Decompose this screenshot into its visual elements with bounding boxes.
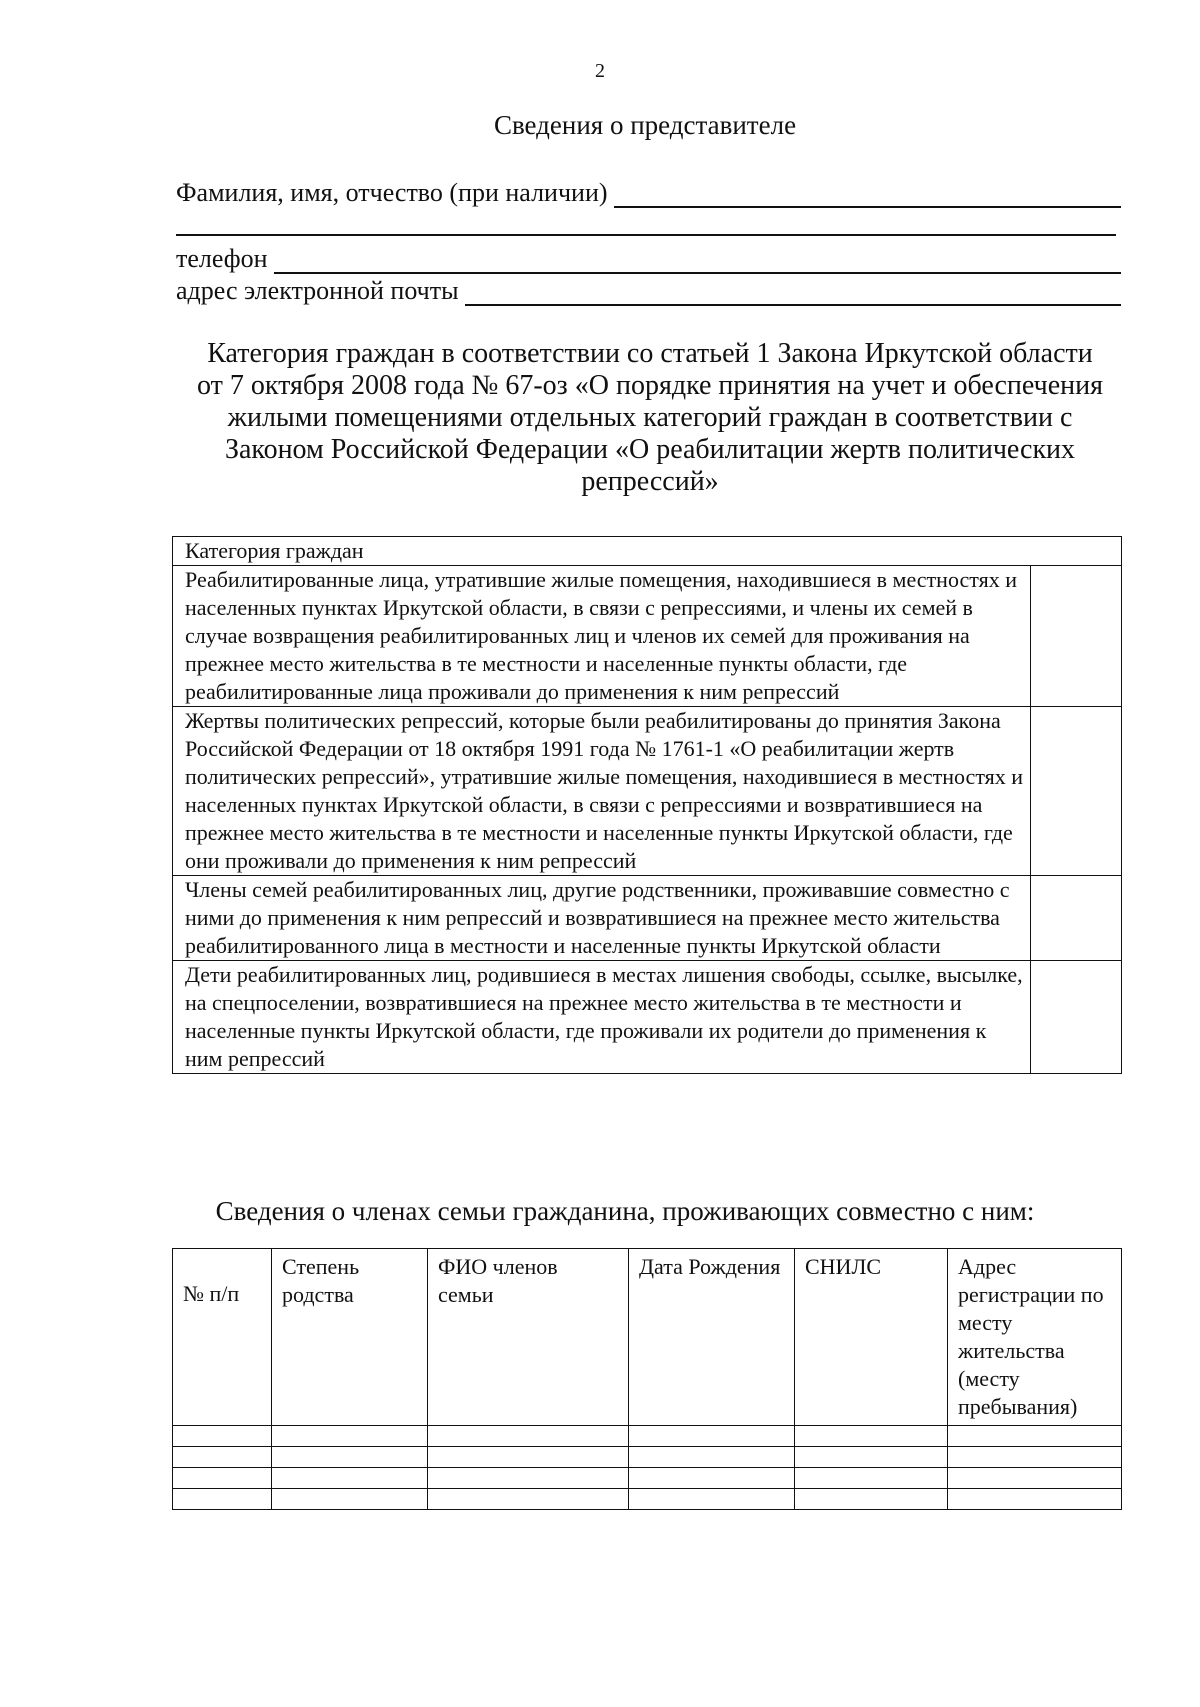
page-number: 2 xyxy=(595,60,605,82)
cell[interactable] xyxy=(428,1468,629,1489)
full-name-row xyxy=(176,178,1121,208)
family-title: Сведения о членах семьи гражданина, проживающих совместно с ним: xyxy=(215,1196,1035,1226)
cell[interactable] xyxy=(428,1489,629,1510)
category-row xyxy=(173,876,1122,961)
cell[interactable] xyxy=(272,1426,428,1447)
family-row xyxy=(173,1489,1122,1510)
cell[interactable] xyxy=(629,1426,795,1447)
law-heading-line: от 7 октября 2008 года № 67-оз «О порядке принятия на учет и обеспечения xyxy=(197,370,1103,401)
family-row xyxy=(173,1468,1122,1489)
category-table xyxy=(172,536,1122,1074)
law-heading-line: Категория граждан в соответствии со статьей 1 Закона Иркутской области xyxy=(207,338,1093,369)
family-row xyxy=(173,1426,1122,1447)
cell[interactable] xyxy=(173,1426,272,1447)
column-header-number: № п/п xyxy=(173,1249,272,1426)
phone-row xyxy=(176,244,1121,274)
cell[interactable] xyxy=(629,1447,795,1468)
category-text: Реабилитированные лица, утратившие жилые помещения, находившиеся в местностях и населенных пунктах Иркутской области, в связи с репрессиями, и члены их семей в случае возвращения реабилитированных лиц и членов их семей для проживания на прежнее место жительства в те местности и населенные пункты области, где реабилитированные лица проживали до применения к ним репрессий xyxy=(173,566,1031,707)
phone-field[interactable] xyxy=(274,246,1122,274)
cell[interactable] xyxy=(173,1489,272,1510)
category-text: Дети реабилитированных лиц, родившиеся в местах лишения свободы, ссылке, высылке, на спецпоселении, возвратившиеся на прежнее место жительства в те местности и населенные пункты Иркутской области, где проживали их родители до применения к ним репрессий xyxy=(173,961,1031,1074)
column-header-birthdate: Дата Рождения xyxy=(629,1249,795,1426)
cell[interactable] xyxy=(795,1468,948,1489)
law-heading-line: Законом Российской Федерации «О реабилитации жертв политических xyxy=(224,434,1076,465)
cell[interactable] xyxy=(272,1468,428,1489)
category-checkbox[interactable] xyxy=(1031,876,1122,961)
category-row xyxy=(173,707,1122,876)
law-heading-line: репрессий» xyxy=(581,466,719,497)
category-checkbox[interactable] xyxy=(1031,707,1122,876)
cell[interactable] xyxy=(272,1489,428,1510)
full-name-field[interactable] xyxy=(614,180,1121,208)
representative-title: Сведения о представителе xyxy=(493,110,797,140)
cell[interactable] xyxy=(948,1489,1122,1510)
cell[interactable] xyxy=(629,1489,795,1510)
column-header-snils: СНИЛС xyxy=(795,1249,948,1426)
category-header-row xyxy=(173,537,1122,566)
cell[interactable] xyxy=(428,1426,629,1447)
column-header-address: Адрес регистрации по месту жительства (месту пребывания) xyxy=(948,1249,1122,1426)
column-header-name: ФИО членов семьи xyxy=(428,1249,629,1426)
category-row xyxy=(173,566,1122,707)
category-text: Члены семей реабилитированных лиц, другие родственники, проживавшие совместно с ними до применения к ним репрессий и возвратившиеся на прежнее место жительства реабилитированного лица в местности и населенные пункты Иркутской области xyxy=(173,876,1031,961)
cell[interactable] xyxy=(948,1468,1122,1489)
cell[interactable] xyxy=(795,1426,948,1447)
column-header-relation: Степень родства xyxy=(272,1249,428,1426)
full-name-continuation-line[interactable] xyxy=(176,234,1116,236)
family-row xyxy=(173,1447,1122,1468)
cell[interactable] xyxy=(795,1447,948,1468)
category-text: Жертвы политических репрессий, которые были реабилитированы до принятия Закона Российской Федерации от 18 октября 1991 года № 1761-1 «О реабилитации жертв политических репрессий», утратившие жилые помещения, находившиеся в местностях и населенных пунктах Иркутской области, в связи с репрессиями и возвратившиеся на прежнее место жительства в те местности и населенные пункты Иркутской области, где они проживали до применения к ним репрессий xyxy=(173,707,1031,876)
law-heading xyxy=(170,338,1130,498)
cell[interactable] xyxy=(428,1447,629,1468)
category-header: Категория граждан xyxy=(173,537,1122,566)
cell[interactable] xyxy=(272,1447,428,1468)
category-checkbox[interactable] xyxy=(1031,566,1122,707)
cell[interactable] xyxy=(948,1447,1122,1468)
cell[interactable] xyxy=(173,1447,272,1468)
cell[interactable] xyxy=(948,1426,1122,1447)
cell[interactable] xyxy=(795,1489,948,1510)
phone-label: телефон xyxy=(176,244,268,273)
category-row xyxy=(173,961,1122,1074)
email-row xyxy=(176,276,1121,306)
family-header-row xyxy=(173,1249,1122,1426)
email-field[interactable] xyxy=(465,278,1121,306)
law-heading-line: жилыми помещениями отдельных категорий граждан в соответствии с xyxy=(227,402,1073,433)
category-checkbox[interactable] xyxy=(1031,961,1122,1074)
cell[interactable] xyxy=(173,1468,272,1489)
family-table xyxy=(172,1248,1122,1510)
full-name-label: Фамилия, имя, отчество (при наличии) xyxy=(176,178,608,207)
email-label: адрес электронной почты xyxy=(176,276,459,305)
cell[interactable] xyxy=(629,1468,795,1489)
